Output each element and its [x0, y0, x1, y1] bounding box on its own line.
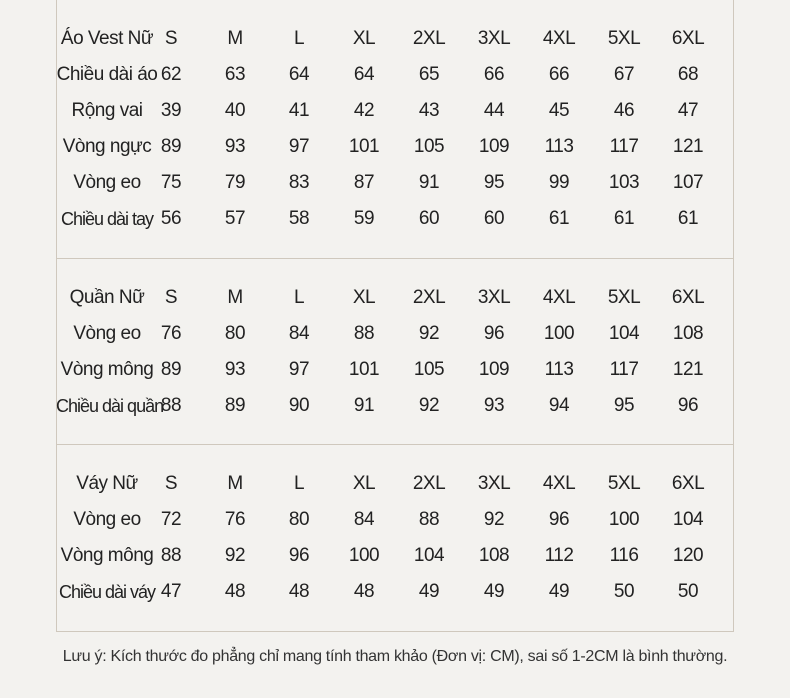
table-cell: 100 — [348, 545, 380, 566]
size-l: L — [293, 287, 305, 308]
table-cell: 89 — [160, 359, 182, 380]
table-cell: 87 — [353, 172, 375, 193]
table-row — [0, 538, 790, 574]
table-cell: 56 — [160, 208, 182, 229]
size-xl: XL — [352, 287, 376, 308]
size-s: S — [164, 473, 178, 494]
table-cell: 93 — [224, 359, 246, 380]
size-2xl: 2XL — [412, 473, 446, 494]
table-cell: 97 — [288, 359, 310, 380]
table-cell: 49 — [483, 581, 505, 602]
table-cell: 50 — [677, 581, 699, 602]
table-cell: 108 — [672, 323, 704, 344]
table-cell: 92 — [418, 323, 440, 344]
row-label: Vòng mông — [60, 359, 154, 380]
row-label: Vòng eo — [73, 172, 141, 193]
size-5xl: 5XL — [607, 287, 641, 308]
table-cell: 45 — [548, 100, 570, 121]
table-cell: 61 — [677, 208, 699, 229]
row-label: Chiều dài váy — [58, 582, 156, 602]
table-cell: 49 — [418, 581, 440, 602]
size-l: L — [293, 473, 305, 494]
table-cell: 76 — [160, 323, 182, 344]
table-cell: 94 — [548, 395, 570, 416]
table-cell: 47 — [677, 100, 699, 121]
table-cell: 103 — [608, 172, 640, 193]
table-cell: 42 — [353, 100, 375, 121]
table-cell: 120 — [672, 545, 704, 566]
table-cell: 75 — [160, 172, 182, 193]
table-cell: 88 — [160, 545, 182, 566]
section-divider-2 — [56, 444, 734, 445]
row-label: Vòng mông — [60, 545, 154, 566]
table-cell: 89 — [224, 395, 246, 416]
table-cell: 88 — [353, 323, 375, 344]
table-cell: 80 — [224, 323, 246, 344]
table-cell: 65 — [418, 64, 440, 85]
table-cell: 99 — [548, 172, 570, 193]
table-row — [0, 574, 790, 610]
table-cell: 47 — [160, 581, 182, 602]
table-cell: 100 — [608, 509, 640, 530]
section-divider-1 — [56, 258, 734, 259]
size-6xl: 6XL — [671, 473, 705, 494]
measurement-note: Lưu ý: Kích thước đo phẳng chỉ mang tính tham khảo (Đơn vị: CM), sai số 1-2CM là bình thường. — [62, 648, 728, 665]
size-6xl: 6XL — [671, 287, 705, 308]
table-cell: 116 — [609, 545, 639, 566]
size-6xl: 6XL — [671, 28, 705, 49]
size-m: M — [227, 28, 243, 49]
size-l: L — [293, 28, 305, 49]
table-cell: 88 — [418, 509, 440, 530]
table-cell: 112 — [544, 545, 574, 566]
size-xl: XL — [352, 473, 376, 494]
table-row — [0, 129, 790, 165]
table-cell: 104 — [608, 323, 640, 344]
table-cell: 63 — [224, 64, 246, 85]
skirt-header-row — [0, 466, 790, 502]
table-cell: 61 — [548, 208, 570, 229]
table-cell: 49 — [548, 581, 570, 602]
size-4xl: 4XL — [542, 287, 576, 308]
row-label: Vòng eo — [73, 323, 141, 344]
table-row — [0, 165, 790, 201]
table-cell: 41 — [288, 100, 310, 121]
table-row — [0, 316, 790, 352]
table-cell: 91 — [353, 395, 375, 416]
table-cell: 66 — [483, 64, 505, 85]
table-cell: 117 — [609, 136, 639, 157]
table-cell: 100 — [543, 323, 575, 344]
row-label: Vòng ngực — [62, 136, 152, 157]
table-cell: 108 — [478, 545, 510, 566]
table-cell: 101 — [348, 359, 380, 380]
table-cell: 95 — [613, 395, 635, 416]
table-cell: 80 — [288, 509, 310, 530]
table-cell: 96 — [288, 545, 310, 566]
table-cell: 61 — [613, 208, 635, 229]
table-cell: 121 — [672, 359, 704, 380]
table-cell: 121 — [672, 136, 704, 157]
table-cell: 48 — [353, 581, 375, 602]
table-cell: 84 — [353, 509, 375, 530]
size-s: S — [164, 28, 178, 49]
size-3xl: 3XL — [477, 473, 511, 494]
size-3xl: 3XL — [477, 28, 511, 49]
table-cell: 96 — [677, 395, 699, 416]
table-cell: 109 — [478, 136, 510, 157]
table-cell: 107 — [672, 172, 704, 193]
size-xl: XL — [352, 28, 376, 49]
table-row — [0, 502, 790, 538]
table-cell: 39 — [160, 100, 182, 121]
table-cell: 92 — [418, 395, 440, 416]
table-cell: 64 — [288, 64, 310, 85]
row-label: Vòng eo — [73, 509, 141, 530]
table-cell: 105 — [413, 136, 445, 157]
table-cell: 95 — [483, 172, 505, 193]
table-cell: 48 — [288, 581, 310, 602]
size-3xl: 3XL — [477, 287, 511, 308]
table-cell: 72 — [160, 509, 182, 530]
size-s: S — [164, 287, 178, 308]
table-row — [0, 388, 790, 424]
table-cell: 40 — [224, 100, 246, 121]
table-cell: 88 — [160, 395, 182, 416]
table-cell: 93 — [224, 136, 246, 157]
size-2xl: 2XL — [412, 28, 446, 49]
table-cell: 89 — [160, 136, 182, 157]
table-cell: 109 — [478, 359, 510, 380]
table-row — [0, 57, 790, 93]
table-row — [0, 93, 790, 129]
size-4xl: 4XL — [542, 28, 576, 49]
row-label: Rộng vai — [71, 100, 143, 121]
table-cell: 96 — [483, 323, 505, 344]
size-m: M — [227, 287, 243, 308]
row-label: Chiều dài áo — [56, 64, 158, 85]
table-cell: 59 — [353, 208, 375, 229]
table-cell: 60 — [418, 208, 440, 229]
table-cell: 96 — [548, 509, 570, 530]
skirt-title: Váy Nữ — [76, 473, 138, 494]
table-cell: 117 — [609, 359, 639, 380]
size-2xl: 2XL — [412, 287, 446, 308]
vest-title: Áo Vest Nữ — [60, 28, 154, 49]
table-cell: 113 — [544, 359, 574, 380]
row-label: Chiều dài tay — [60, 209, 154, 229]
table-cell: 90 — [288, 395, 310, 416]
table-cell: 97 — [288, 136, 310, 157]
table-cell: 48 — [224, 581, 246, 602]
table-cell: 68 — [677, 64, 699, 85]
table-row — [0, 352, 790, 388]
table-cell: 60 — [483, 208, 505, 229]
size-4xl: 4XL — [542, 473, 576, 494]
table-cell: 50 — [613, 581, 635, 602]
table-cell: 44 — [483, 100, 505, 121]
table-cell: 58 — [288, 208, 310, 229]
pants-title: Quần Nữ — [69, 287, 145, 308]
size-m: M — [227, 473, 243, 494]
table-cell: 83 — [288, 172, 310, 193]
table-cell: 43 — [418, 100, 440, 121]
table-cell: 104 — [413, 545, 445, 566]
table-cell: 62 — [160, 64, 182, 85]
table-cell: 93 — [483, 395, 505, 416]
table-cell: 91 — [418, 172, 440, 193]
table-cell: 67 — [613, 64, 635, 85]
table-cell: 84 — [288, 323, 310, 344]
pants-header-row — [0, 280, 790, 316]
table-cell: 92 — [224, 545, 246, 566]
size-5xl: 5XL — [607, 28, 641, 49]
table-cell: 113 — [544, 136, 574, 157]
table-cell: 104 — [672, 509, 704, 530]
size-5xl: 5XL — [607, 473, 641, 494]
table-cell: 79 — [224, 172, 246, 193]
table-cell: 46 — [613, 100, 635, 121]
vest-header-row — [0, 21, 790, 57]
table-cell: 66 — [548, 64, 570, 85]
table-cell: 57 — [224, 208, 246, 229]
table-row — [0, 201, 790, 237]
table-cell: 64 — [353, 64, 375, 85]
table-cell: 105 — [413, 359, 445, 380]
table-cell: 92 — [483, 509, 505, 530]
table-cell: 101 — [348, 136, 380, 157]
row-label: Chiều dài quần — [56, 396, 164, 416]
table-cell: 76 — [224, 509, 246, 530]
